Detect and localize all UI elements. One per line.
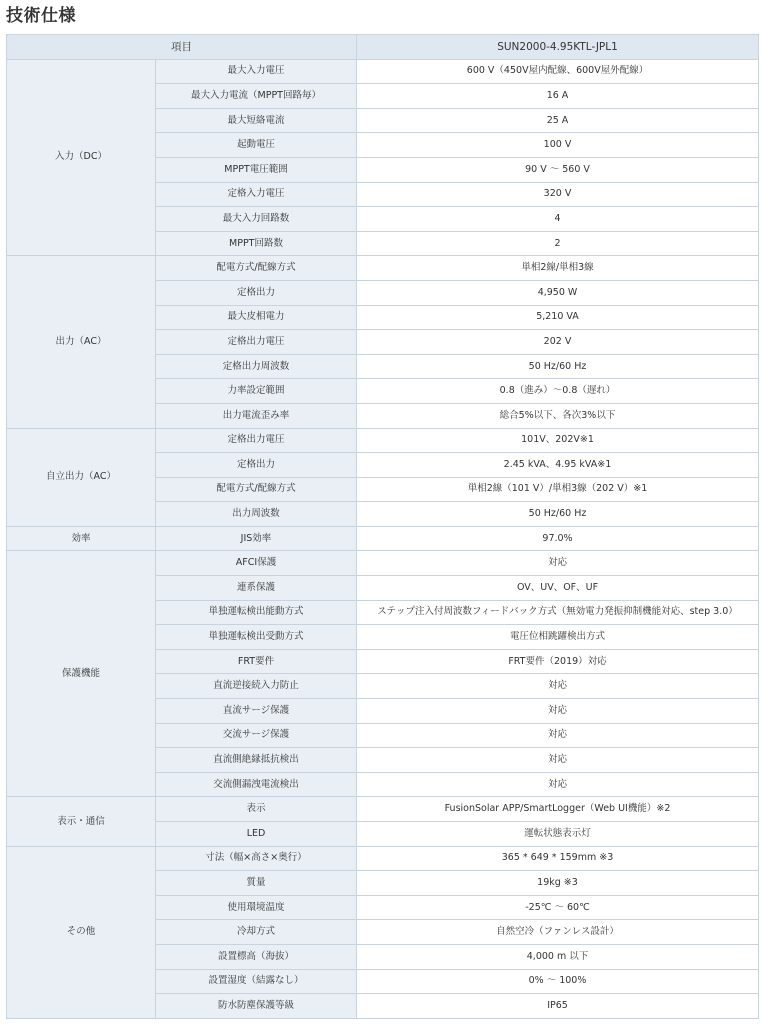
section-label: 効率 xyxy=(7,526,156,551)
spec-item-value: 25 A xyxy=(357,108,759,133)
spec-item-label: 定格出力電圧 xyxy=(156,428,357,453)
spec-item-value: 単相2線/単相3線 xyxy=(357,256,759,281)
spec-item-label: LED xyxy=(156,822,357,847)
section-label: 出力（AC） xyxy=(7,256,156,428)
spec-item-label: 定格出力電圧 xyxy=(156,330,357,355)
spec-item-label: 配電方式/配線方式 xyxy=(156,477,357,502)
spec-item-label: 最大皮相電力 xyxy=(156,305,357,330)
spec-item-value: 19kg ※3 xyxy=(357,871,759,896)
spec-item-value: IP65 xyxy=(357,994,759,1019)
spec-item-label: MPPT回路数 xyxy=(156,231,357,256)
section-label: 保護機能 xyxy=(7,551,156,797)
spec-item-value: 90 V ～ 560 V xyxy=(357,157,759,182)
spec-item-label: 最大入力電流（MPPT回路毎） xyxy=(156,84,357,109)
table-row xyxy=(7,551,759,576)
spec-item-label: 直流逆接続入力防止 xyxy=(156,674,357,699)
spec-item-label: 最大入力電圧 xyxy=(156,59,357,84)
page-title: 技術仕様 xyxy=(6,6,76,26)
spec-item-label: 出力電流歪み率 xyxy=(156,403,357,428)
spec-item-value: 4,950 W xyxy=(357,280,759,305)
spec-item-value: 4 xyxy=(357,207,759,232)
spec-item-label: 定格出力 xyxy=(156,453,357,478)
table-row xyxy=(7,428,759,453)
spec-item-value: 対応 xyxy=(357,723,759,748)
spec-item-label: 直流サージ保護 xyxy=(156,699,357,724)
spec-item-label: AFCI保護 xyxy=(156,551,357,576)
spec-item-label: 設置湿度（結露なし） xyxy=(156,969,357,994)
spec-item-label: 出力周波数 xyxy=(156,502,357,527)
section-label: 表示・通信 xyxy=(7,797,156,846)
spec-table xyxy=(6,34,759,1019)
spec-item-value: -25℃ ～ 60℃ xyxy=(357,895,759,920)
spec-item-value: 電圧位相跳躍検出方式 xyxy=(357,625,759,650)
header-model: SUN2000-4.95KTL-JPL1 xyxy=(357,35,759,60)
spec-item-value: 101V、202V※1 xyxy=(357,428,759,453)
spec-item-value: 600 V（450V屋内配線、600V屋外配線） xyxy=(357,59,759,84)
spec-item-label: 連系保護 xyxy=(156,576,357,601)
spec-item-label: JIS効率 xyxy=(156,526,357,551)
spec-item-label: 定格入力電圧 xyxy=(156,182,357,207)
spec-item-label: 交流側漏洩電流検出 xyxy=(156,772,357,797)
spec-item-value: FRT要件（2019）対応 xyxy=(357,649,759,674)
spec-item-label: 単独運転検出能動方式 xyxy=(156,600,357,625)
spec-item-value: 0.8（進み）～0.8（遅れ） xyxy=(357,379,759,404)
spec-item-label: 最大短絡電流 xyxy=(156,108,357,133)
spec-item-label: MPPT電圧範囲 xyxy=(156,157,357,182)
spec-item-label: 質量 xyxy=(156,871,357,896)
spec-item-value: 対応 xyxy=(357,551,759,576)
spec-item-value: 2.45 kVA、4.95 kVA※1 xyxy=(357,453,759,478)
spec-item-value: ステップ注入付周波数フィードバック方式（無効電力発振抑制機能対応、step 3.0） xyxy=(357,600,759,625)
spec-item-value: 対応 xyxy=(357,674,759,699)
spec-item-value: 50 Hz/60 Hz xyxy=(357,502,759,527)
spec-item-value: 4,000 m 以下 xyxy=(357,944,759,969)
spec-item-label: 配電方式/配線方式 xyxy=(156,256,357,281)
spec-item-value: 365 * 649 * 159mm ※3 xyxy=(357,846,759,871)
spec-item-value: 総合5%以下、各次3%以下 xyxy=(357,403,759,428)
spec-item-label: 表示 xyxy=(156,797,357,822)
section-label: その他 xyxy=(7,846,156,1018)
spec-item-value: FusionSolar APP/SmartLogger（Web UI機能）※2 xyxy=(357,797,759,822)
spec-item-value: 100 V xyxy=(357,133,759,158)
spec-item-label: 冷却方式 xyxy=(156,920,357,945)
spec-item-label: 単独運転検出受動方式 xyxy=(156,625,357,650)
table-row xyxy=(7,59,759,84)
section-label: 自立出力（AC） xyxy=(7,428,156,526)
spec-item-label: 交流サージ保護 xyxy=(156,723,357,748)
spec-item-value: 自然空冷（ファンレス設計） xyxy=(357,920,759,945)
table-row xyxy=(7,256,759,281)
spec-item-value: 対応 xyxy=(357,772,759,797)
section-label: 入力（DC） xyxy=(7,59,156,256)
spec-item-value: 運転状態表示灯 xyxy=(357,822,759,847)
table-row xyxy=(7,526,759,551)
spec-item-value: 16 A xyxy=(357,84,759,109)
spec-item-label: 設置標高（海抜） xyxy=(156,944,357,969)
spec-item-label: 定格出力 xyxy=(156,280,357,305)
spec-item-value: 50 Hz/60 Hz xyxy=(357,354,759,379)
spec-item-label: 定格出力周波数 xyxy=(156,354,357,379)
spec-item-label: FRT要件 xyxy=(156,649,357,674)
table-row xyxy=(7,846,759,871)
spec-item-value: 320 V xyxy=(357,182,759,207)
spec-item-label: 使用環境温度 xyxy=(156,895,357,920)
header-item: 項目 xyxy=(7,35,357,60)
table-header-row xyxy=(7,35,759,60)
table-row xyxy=(7,797,759,822)
spec-item-value: 0% ～ 100% xyxy=(357,969,759,994)
spec-item-value: 対応 xyxy=(357,699,759,724)
spec-item-value: 対応 xyxy=(357,748,759,773)
spec-item-label: 力率設定範囲 xyxy=(156,379,357,404)
spec-item-label: 防水防塵保護等級 xyxy=(156,994,357,1019)
spec-item-label: 寸法（幅×高さ×奥行） xyxy=(156,846,357,871)
spec-item-value: 単相2線（101 V）/単相3線（202 V）※1 xyxy=(357,477,759,502)
spec-item-label: 起動電圧 xyxy=(156,133,357,158)
spec-item-label: 最大入力回路数 xyxy=(156,207,357,232)
spec-item-value: 2 xyxy=(357,231,759,256)
spec-item-value: OV、UV、OF、UF xyxy=(357,576,759,601)
spec-item-value: 202 V xyxy=(357,330,759,355)
spec-item-label: 直流側絶縁抵抗検出 xyxy=(156,748,357,773)
spec-item-value: 5,210 VA xyxy=(357,305,759,330)
spec-body xyxy=(7,59,759,1018)
spec-item-value: 97.0% xyxy=(357,526,759,551)
